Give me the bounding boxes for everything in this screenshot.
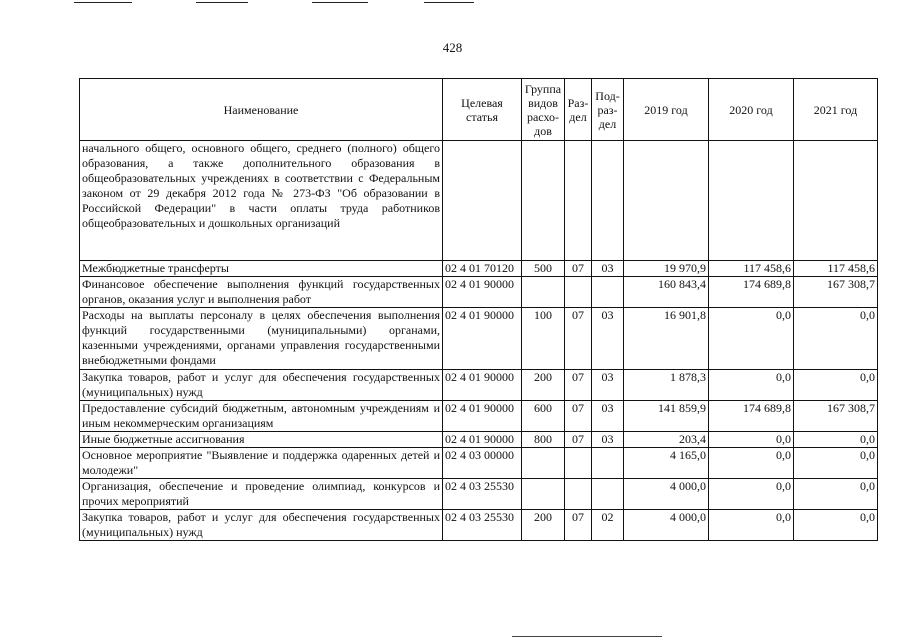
cell-y2021: 0,0 (794, 432, 878, 448)
cell-y2020: 0,0 (709, 370, 794, 401)
cell-subsection: 03 (592, 401, 624, 432)
cell-target: 02 4 03 25530 (443, 510, 522, 541)
cell-name: Основное мероприятие "Выявление и поддержка одаренных детей и молодежи" (80, 448, 443, 479)
cell-y2021: 0,0 (794, 308, 878, 370)
table-row (80, 401, 878, 432)
cell-name: начального общего, основного общего, среднего (полного) общего образования, а также дополнительного образования в общеобразовательных учреждениях в соответствии с Федеральным законом от 29 декабря 2012 года № 273-ФЗ "Об образовании в Российской Федерации" в части оплаты труда работников общеобразовательных и дошкольных организаций (80, 141, 443, 261)
cell-y2021: 0,0 (794, 510, 878, 541)
header-target: Целевая статья (443, 79, 522, 141)
cell-group: 200 (522, 510, 565, 541)
table-row (80, 510, 878, 541)
cell-target: 02 4 01 70120 (443, 261, 522, 277)
cell-y2020: 117 458,6 (709, 261, 794, 277)
cell-target: 02 4 03 25530 (443, 479, 522, 510)
table-row (80, 432, 878, 448)
table-row (80, 479, 878, 510)
cell-target (443, 141, 522, 261)
cell-y2019: 4 165,0 (624, 448, 709, 479)
cell-subsection (592, 479, 624, 510)
cell-target: 02 4 01 90000 (443, 432, 522, 448)
cell-y2019: 1 878,3 (624, 370, 709, 401)
cell-name: Предоставление субсидий бюджетным, автономным учреждениям и иным некоммерческим организациям (80, 401, 443, 432)
cell-y2020: 0,0 (709, 479, 794, 510)
cell-target: 02 4 03 00000 (443, 448, 522, 479)
cell-name: Закупка товаров, работ и услуг для обеспечения государственных (муниципальных) нужд (80, 370, 443, 401)
header-section: Раз-дел (565, 79, 592, 141)
cell-section: 07 (565, 308, 592, 370)
cell-name: Межбюджетные трансферты (80, 261, 443, 277)
cell-section: 07 (565, 370, 592, 401)
bottom-rule (512, 636, 662, 637)
header-subsection: Под-раз-дел (592, 79, 624, 141)
cell-subsection: 02 (592, 510, 624, 541)
cell-group (522, 141, 565, 261)
cell-y2021: 117 458,6 (794, 261, 878, 277)
table-row (80, 308, 878, 370)
cell-subsection: 03 (592, 261, 624, 277)
cell-group: 500 (522, 261, 565, 277)
cell-section: 07 (565, 510, 592, 541)
cell-y2019: 203,4 (624, 432, 709, 448)
cell-subsection (592, 141, 624, 261)
cell-y2019: 141 859,9 (624, 401, 709, 432)
cell-target: 02 4 01 90000 (443, 401, 522, 432)
cell-subsection (592, 277, 624, 308)
table-row (80, 141, 878, 261)
page-number: 428 (442, 40, 463, 55)
cell-y2021 (794, 141, 878, 261)
cell-y2019: 4 000,0 (624, 510, 709, 541)
table-header-row (80, 79, 878, 141)
cell-subsection: 03 (592, 370, 624, 401)
table-row (80, 261, 878, 277)
cell-section (565, 277, 592, 308)
cell-target: 02 4 01 90000 (443, 277, 522, 308)
table-row (80, 448, 878, 479)
header-group: Группа видов расхо-дов (522, 79, 565, 141)
cell-subsection (592, 448, 624, 479)
cell-y2020: 174 689,8 (709, 277, 794, 308)
cell-y2020: 0,0 (709, 308, 794, 370)
cell-group: 100 (522, 308, 565, 370)
cell-subsection: 03 (592, 432, 624, 448)
table-body (80, 141, 878, 541)
cell-section (565, 141, 592, 261)
cell-y2021: 167 308,7 (794, 277, 878, 308)
cell-y2021: 0,0 (794, 448, 878, 479)
cell-section: 07 (565, 401, 592, 432)
cell-y2020: 0,0 (709, 448, 794, 479)
cell-target: 02 4 01 90000 (443, 308, 522, 370)
cell-section (565, 479, 592, 510)
cell-group (522, 448, 565, 479)
top-rule-4 (424, 2, 474, 3)
cell-subsection: 03 (592, 308, 624, 370)
cell-y2021: 0,0 (794, 370, 878, 401)
cell-y2020 (709, 141, 794, 261)
cell-y2021: 0,0 (794, 479, 878, 510)
top-rule-1 (74, 2, 132, 3)
header-2020: 2020 год (709, 79, 794, 141)
cell-group: 200 (522, 370, 565, 401)
cell-name: Финансовое обеспечение выполнения функций государственных органов, оказания услуг и выполнения работ (80, 277, 443, 308)
cell-name: Закупка товаров, работ и услуг для обеспечения государственных (муниципальных) нужд (80, 510, 443, 541)
cell-y2020: 174 689,8 (709, 401, 794, 432)
cell-section: 07 (565, 432, 592, 448)
cell-y2019: 16 901,8 (624, 308, 709, 370)
cell-y2021: 167 308,7 (794, 401, 878, 432)
cell-group (522, 277, 565, 308)
cell-group: 800 (522, 432, 565, 448)
cell-y2019: 4 000,0 (624, 479, 709, 510)
cell-y2019: 19 970,9 (624, 261, 709, 277)
cell-section (565, 448, 592, 479)
cell-group: 600 (522, 401, 565, 432)
cell-group (522, 479, 565, 510)
cell-name: Расходы на выплаты персоналу в целях обеспечения выполнения функций государственными (муниципальными) органами, казенными учреждениями, органами управления государственными внебюджетными фондами (80, 308, 443, 370)
cell-name: Организация, обеспечение и проведение олимпиад, конкурсов и прочих мероприятий (80, 479, 443, 510)
budget-table (79, 78, 878, 541)
cell-y2019 (624, 141, 709, 261)
header-2019: 2019 год (624, 79, 709, 141)
cell-y2019: 160 843,4 (624, 277, 709, 308)
cell-target: 02 4 01 90000 (443, 370, 522, 401)
table-row (80, 370, 878, 401)
cell-y2020: 0,0 (709, 510, 794, 541)
cell-name: Иные бюджетные ассигнования (80, 432, 443, 448)
header-name: Наименование (80, 79, 443, 141)
cell-y2020: 0,0 (709, 432, 794, 448)
cell-section: 07 (565, 261, 592, 277)
header-2021: 2021 год (794, 79, 878, 141)
top-rule-2 (196, 2, 248, 3)
top-rule-3 (312, 2, 368, 3)
table-row (80, 277, 878, 308)
